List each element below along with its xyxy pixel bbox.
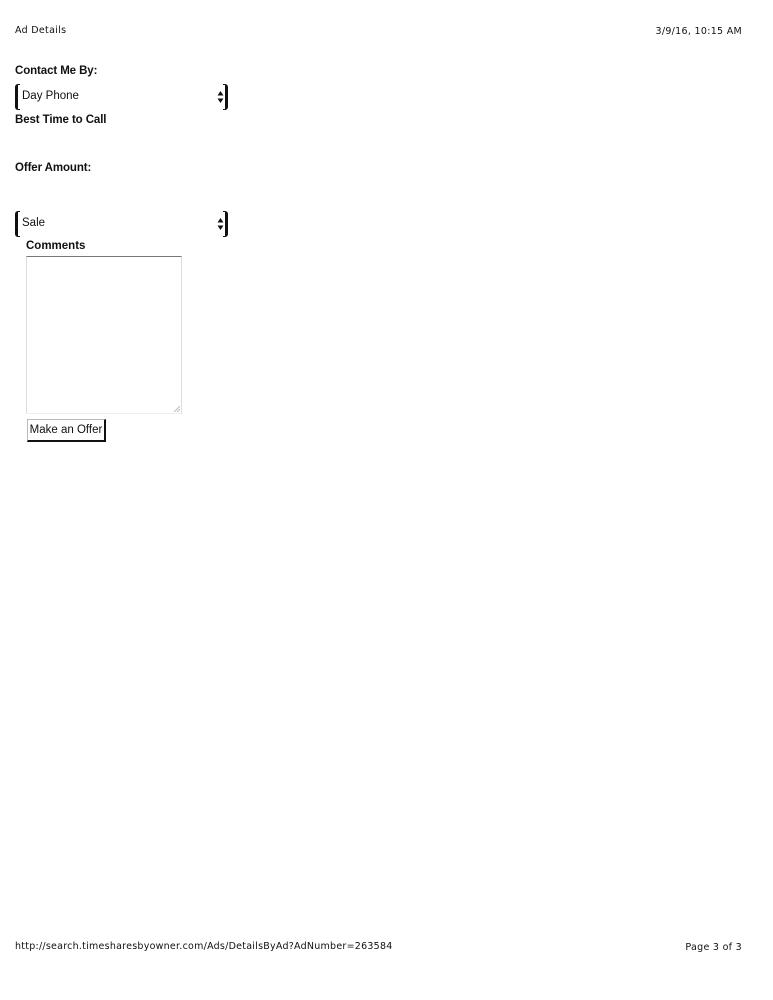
up-down-arrows-icon: [217, 90, 224, 104]
best-time-to-call-label: Best Time to Call: [15, 114, 107, 126]
make-an-offer-button[interactable]: Make an Offer: [27, 419, 106, 442]
contact-me-by-label: Contact Me By:: [15, 65, 98, 77]
offer-type-select[interactable]: [15, 211, 228, 237]
offer-amount-label: Offer Amount:: [15, 162, 92, 174]
up-down-arrows-icon: [217, 217, 224, 231]
comments-textarea[interactable]: [26, 256, 182, 414]
print-footer-page-indicator: Page 3 of 3: [685, 942, 742, 953]
print-header-datetime: 3/9/16, 10:15 AM: [655, 26, 742, 37]
comments-label: Comments: [26, 240, 86, 252]
contact-method-select-value: Day Phone: [22, 90, 79, 102]
offer-type-select-value: Sale: [22, 217, 46, 229]
print-footer-url: http://search.timesharesbyowner.com/Ads/DetailsByAd?AdNumber=263584: [15, 941, 393, 952]
select-left-edge: [15, 84, 20, 110]
contact-method-select[interactable]: [15, 84, 228, 110]
resize-grip-icon[interactable]: [174, 406, 180, 412]
print-header-title: Ad Details: [15, 25, 67, 36]
select-left-edge: [15, 211, 20, 237]
